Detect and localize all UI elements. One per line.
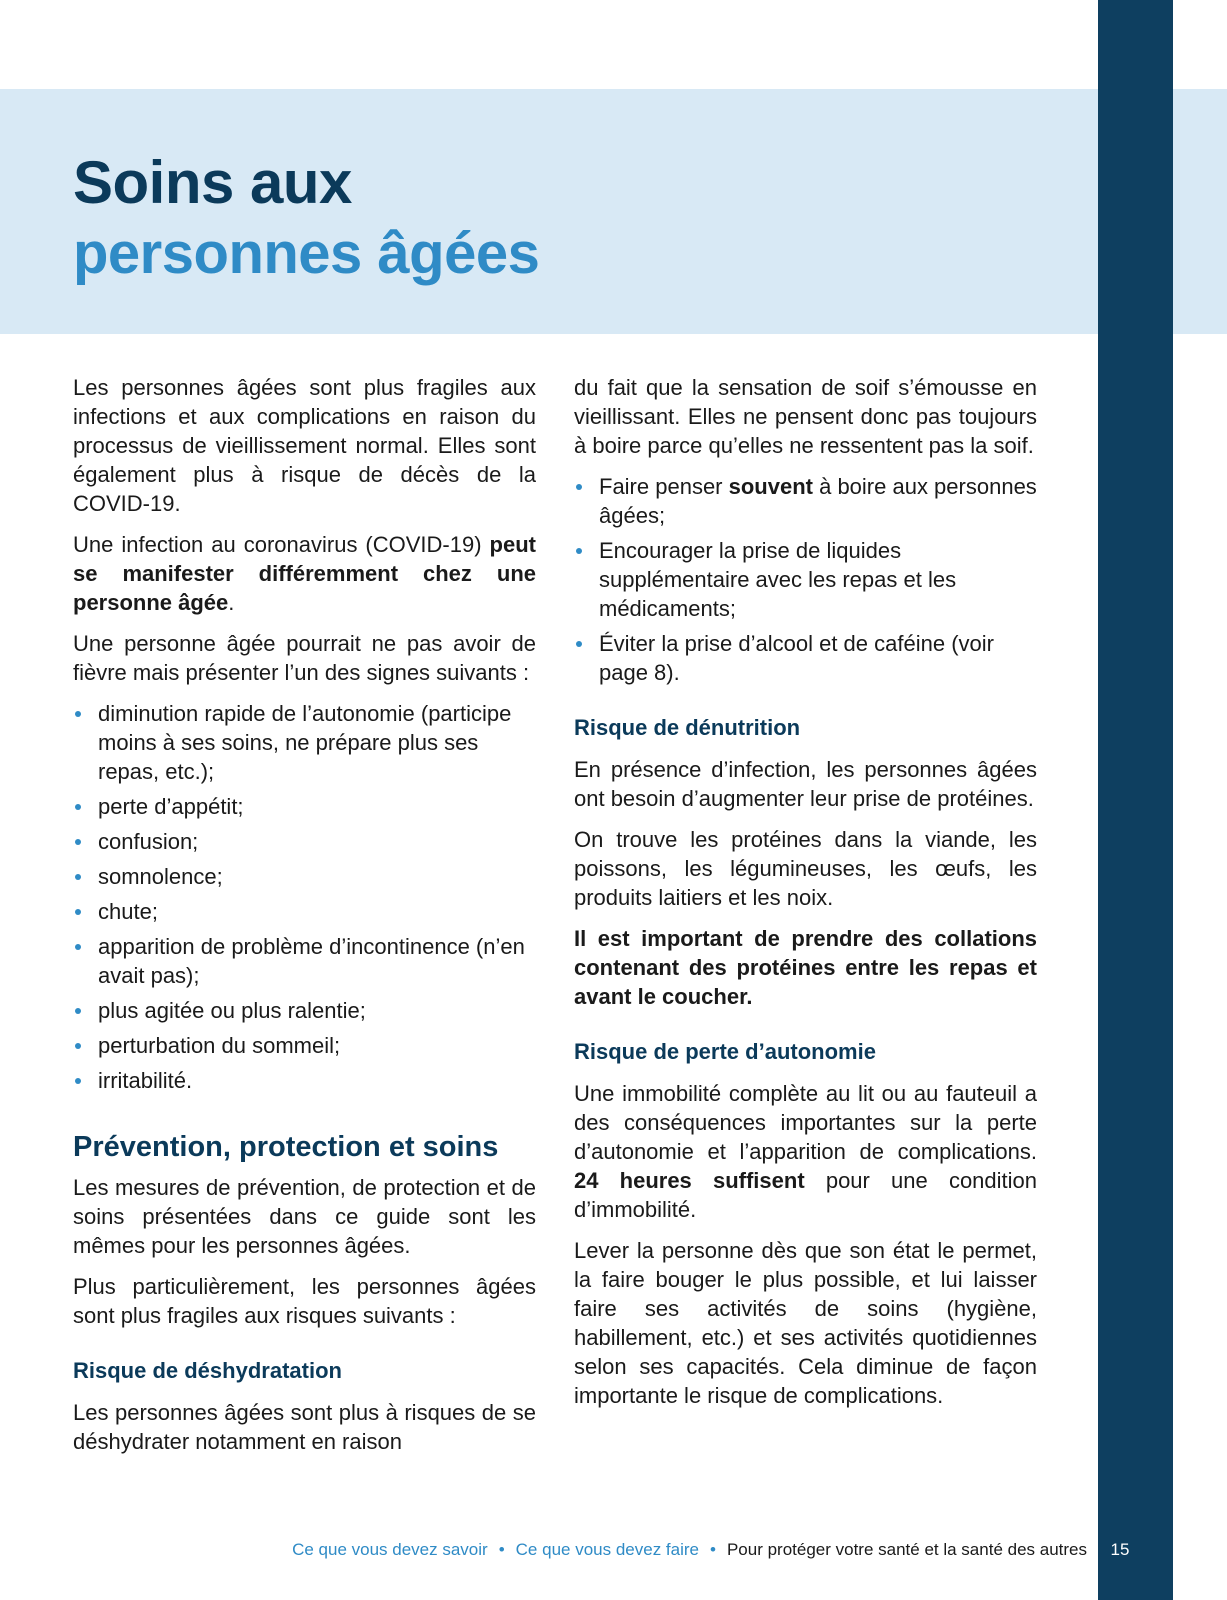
bullet-icon bbox=[75, 909, 81, 915]
bullet-icon bbox=[75, 874, 81, 880]
bullet-icon bbox=[75, 839, 81, 845]
left-column bbox=[73, 373, 536, 1468]
denutrition-heading: Risque de dénutrition bbox=[574, 715, 801, 740]
bullet-icon bbox=[576, 548, 582, 554]
footer-separator: • bbox=[498, 1540, 505, 1559]
footer-separator: • bbox=[710, 1540, 716, 1559]
bullet-icon bbox=[576, 484, 582, 490]
page-number: 15 bbox=[1110, 1540, 1130, 1559]
covid-emphasis: peut se manifester différemment chez une personne âgée bbox=[73, 532, 536, 615]
prevention-heading: Prévention, protection et soins bbox=[73, 1131, 499, 1163]
bullet-icon bbox=[576, 641, 582, 647]
list-item: confusion; bbox=[73, 827, 536, 856]
list-item: plus agitée ou plus ralentie; bbox=[73, 996, 536, 1025]
footer-section-title: Pour protéger votre santé et la santé des autres bbox=[726, 1540, 1087, 1559]
bullet-icon bbox=[75, 1078, 81, 1084]
side-bar bbox=[1098, 0, 1173, 1600]
dehydration-continued: du fait que la sensation de soif s’émousse en vieillissant. Elles ne pensent donc pas toujours à boire parce qu’elles ne ressentent pas la soif. bbox=[574, 375, 1037, 458]
prevention-paragraph-2: Plus particulièrement, les personnes âgées sont plus fragiles aux risques suivants : bbox=[73, 1274, 536, 1328]
footer bbox=[292, 1540, 1087, 1560]
right-column bbox=[574, 373, 1037, 1422]
list-item: chute; bbox=[73, 897, 536, 926]
denutrition-paragraph-3: Il est important de prendre des collations contenant des protéines entre les repas et avant le coucher. bbox=[574, 926, 1037, 1009]
autonomy-paragraph-2: Lever la personne dès que son état le permet, la faire bouger le plus possible, et lui laisser faire ses activités de soins (hygiène, habillement, etc.) et ses activités quotidiennes selon ses capacités. Cela diminue de façon importante le risque de complications. bbox=[574, 1238, 1037, 1408]
dehydration-paragraph: Les personnes âgées sont plus à risques de se déshydrater notamment en raison bbox=[73, 1400, 536, 1454]
bullet-icon bbox=[75, 944, 81, 950]
list-item: Faire penser souvent à boire aux personnes âgées; bbox=[574, 472, 1037, 530]
intro-paragraph: Les personnes âgées sont plus fragiles aux infections et aux complications en raison du processus de vieillissement normal. Elles sont également plus à risque de décès de la COVID-19. bbox=[73, 375, 536, 516]
signs-list bbox=[73, 699, 536, 1095]
list-item: somnolence; bbox=[73, 862, 536, 891]
bullet-icon bbox=[75, 1043, 81, 1049]
page-title-line2: personnes âgées bbox=[73, 221, 540, 286]
list-item: Éviter la prise d’alcool et de caféine (voir page 8). bbox=[574, 629, 1037, 687]
signs-intro: Une personne âgée pourrait ne pas avoir de fièvre mais présenter l’un des signes suivants : bbox=[73, 631, 536, 685]
list-item: apparition de problème d’incontinence (n’en avait pas); bbox=[73, 932, 536, 990]
autonomy-paragraph-1: Une immobilité complète au lit ou au fauteuil a des conséquences importantes sur la perte d’autonomie et l’apparition de complications. 24 heures suffisent pour une condition d’immobilité. bbox=[574, 1081, 1038, 1222]
list-item: Encourager la prise de liquides supplémentaire avec les repas et les médicaments; bbox=[574, 536, 1037, 623]
prevention-paragraph-1: Les mesures de prévention, de protection et de soins présentées dans ce guide sont les mêmes pour les personnes âgées. bbox=[73, 1175, 536, 1258]
list-item: perte d’appétit; bbox=[73, 792, 536, 821]
dehydration-heading: Risque de déshydratation bbox=[73, 1358, 342, 1383]
covid-paragraph: Une infection au coronavirus (COVID-19) peut se manifester différemment chez une personne âgée. bbox=[73, 532, 536, 615]
bullet-icon bbox=[75, 1008, 81, 1014]
hydration-list bbox=[574, 472, 1037, 687]
denutrition-paragraph-2: On trouve les protéines dans la viande, les poissons, les légumineuses, les œufs, les produits laitiers et les noix. bbox=[574, 827, 1037, 910]
bullet-icon bbox=[75, 804, 81, 810]
autonomy-heading: Risque de perte d’autonomie bbox=[574, 1039, 876, 1064]
bullet-icon bbox=[75, 711, 81, 717]
denutrition-paragraph-1: En présence d’infection, les personnes âgées ont besoin d’augmenter leur prise de protéines. bbox=[574, 757, 1037, 811]
list-item: irritabilité. bbox=[73, 1066, 536, 1095]
list-item: diminution rapide de l’autonomie (participe moins à ses soins, ne prépare plus ses repas, etc.); bbox=[73, 699, 536, 786]
page-title-line1: Soins aux bbox=[73, 149, 352, 216]
list-item: perturbation du sommeil; bbox=[73, 1031, 536, 1060]
footer-link-savoir[interactable]: Ce que vous devez savoir bbox=[292, 1540, 488, 1559]
footer-link-faire[interactable]: Ce que vous devez faire bbox=[515, 1540, 699, 1559]
